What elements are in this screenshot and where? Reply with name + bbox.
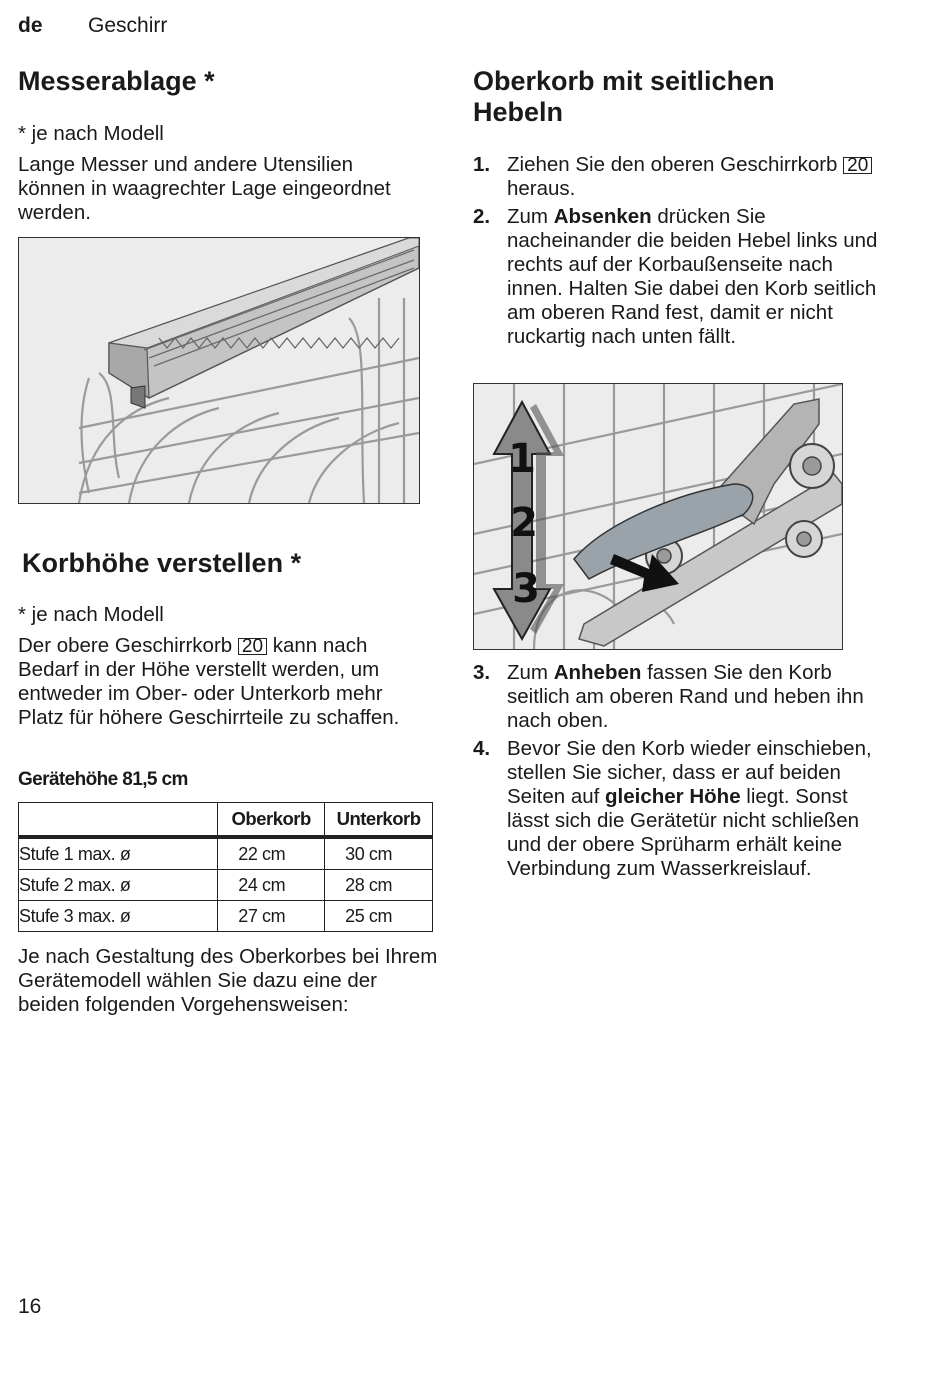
- step-text: drücken Sie nacheinander die beiden Hebel links und rechts auf der Korbaußenseite nach innen. Halten Sie dabei den Korb seitlich am oberen Rand fest, damit er nicht ruckartig nach unten fällt.: [507, 205, 878, 348]
- table-row: [19, 837, 433, 870]
- step-item: [473, 737, 888, 881]
- step-item: [473, 153, 893, 201]
- step-text-bold: gleicher Höhe: [605, 785, 741, 808]
- knife-shelf-text: Lange Messer und andere Utensilien können in waagrechter Lage eingeordnet werden.: [18, 153, 391, 224]
- language-code: de: [18, 14, 43, 37]
- step-text-bold: Absenken: [553, 205, 652, 228]
- table-header-cell: Unterkorb: [325, 803, 433, 838]
- knife-shelf-illustration: [18, 237, 420, 504]
- step-item: [473, 661, 888, 733]
- table-row: [19, 901, 433, 932]
- page-number: 16: [18, 1295, 42, 1318]
- part-reference-box: 20: [238, 638, 267, 655]
- device-height-label: Gerätehöhe 81,5 cm: [18, 769, 188, 790]
- basket-height-title: Korbhöhe verstellen *: [22, 548, 302, 578]
- knife-shelf-drawing: [19, 238, 419, 503]
- table-header-cell: [19, 803, 218, 838]
- steps-list-top: [473, 153, 893, 353]
- step-text: Ziehen Sie den oberen Geschirrkorb: [507, 153, 838, 176]
- table-cell: Stufe 3 max. ø: [19, 901, 218, 932]
- table-cell: Stufe 2 max. ø: [19, 870, 218, 901]
- section-name: Geschirr: [88, 14, 168, 37]
- part-reference-box: 20: [843, 157, 872, 174]
- step-item: [473, 205, 893, 349]
- step-number: 1.: [473, 153, 491, 176]
- side-lever-drawing: [474, 384, 842, 649]
- table-cell: 28 cm: [325, 870, 433, 901]
- table-cell: Stufe 1 max. ø: [19, 837, 218, 870]
- step-text: Bevor Sie den Korb wieder einschieben, stellen Sie sicher, dass er auf beiden Seiten auf: [507, 737, 872, 808]
- step-text: Zum: [507, 205, 548, 228]
- step-text: fassen Sie den Korb seitlich am oberen Rand und heben ihn nach oben.: [507, 661, 864, 732]
- step-text: liegt. Sonst lässt sich die Gerätetür nicht schließen und der obere Sprüharm erhält keine Verbindung zum Wasserkreislauf.: [507, 785, 860, 880]
- figure-label-2: 2: [510, 500, 538, 546]
- figure-label-3: 3: [512, 566, 540, 612]
- table-header-row: [19, 803, 433, 838]
- figure-label-1: 1: [508, 436, 536, 482]
- basket-height-table: [18, 802, 433, 932]
- side-lever-illustration: [473, 383, 843, 650]
- step-number: 4.: [473, 737, 491, 760]
- table-cell: 30 cm: [325, 837, 433, 870]
- table-header-cell: Oberkorb: [218, 803, 325, 838]
- knife-shelf-note: * je nach Modell: [18, 122, 164, 145]
- table-cell: 24 cm: [218, 870, 325, 901]
- table-cell: 27 cm: [218, 901, 325, 932]
- step-number: 2.: [473, 205, 491, 228]
- basket-height-note: * je nach Modell: [18, 603, 164, 626]
- step-number: 3.: [473, 661, 491, 684]
- step-text: Zum: [507, 661, 548, 684]
- basket-height-text: [18, 634, 433, 730]
- after-table-text: Je nach Gestaltung des Oberkorbes bei Ihrem Gerätemodell wählen Sie dazu eine der beiden folgenden Vorgehensweisen:: [18, 945, 438, 1016]
- table-cell: 22 cm: [218, 837, 325, 870]
- step-text: heraus.: [507, 177, 576, 200]
- table-row: [19, 870, 433, 901]
- basket-height-text-start: Der obere Geschirrkorb: [18, 634, 233, 657]
- side-lever-title: Oberkorb mit seitlichen Hebeln: [473, 66, 775, 127]
- basket-height-text-end: kann nach Bedarf in der Höhe verstellt werden, um entweder im Ober- oder Unterkorb mehr Platz für höhere Geschirrteile zu schaffen.: [18, 634, 400, 729]
- step-text-bold: Anheben: [553, 661, 642, 684]
- table-cell: 25 cm: [325, 901, 433, 932]
- knife-shelf-title: Messerablage *: [18, 66, 215, 96]
- steps-list-bottom: [473, 661, 888, 885]
